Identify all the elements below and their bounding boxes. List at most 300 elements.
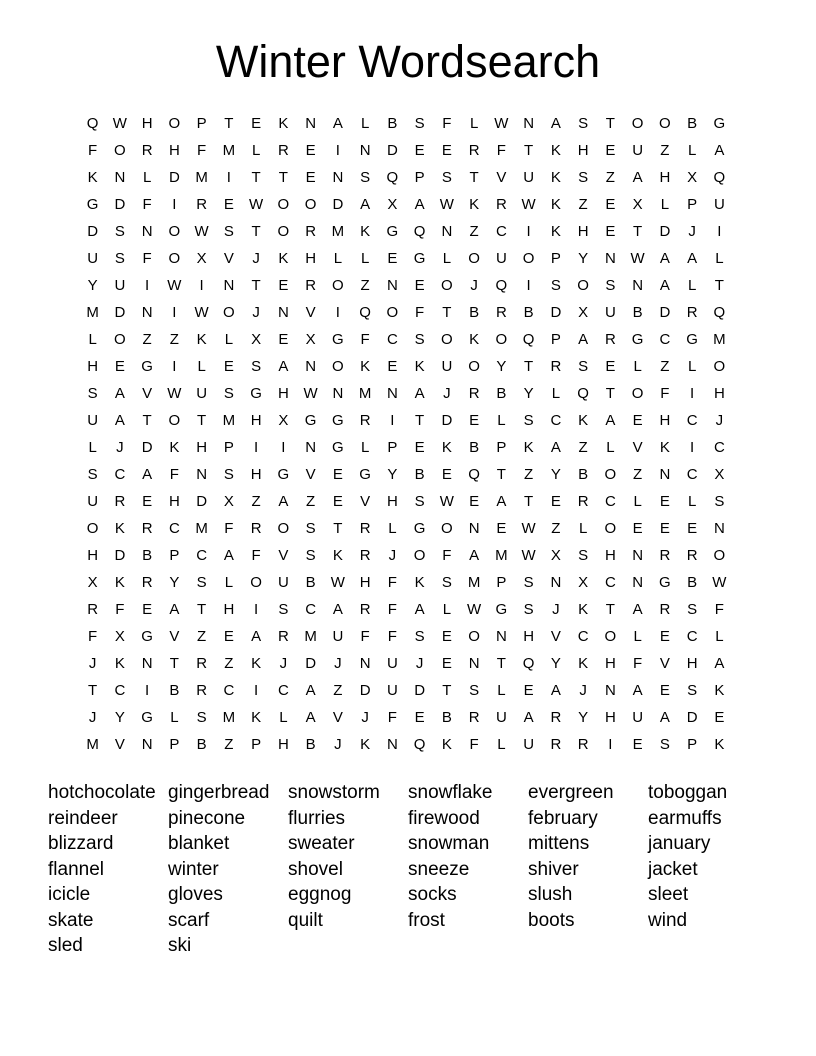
grid-cell: B bbox=[496, 385, 507, 402]
grid-cell: L bbox=[551, 385, 561, 402]
grid-cell: A bbox=[414, 601, 425, 618]
grid-cell: Z bbox=[333, 682, 343, 699]
word-item: gloves bbox=[168, 884, 223, 905]
grid-cell: W bbox=[194, 223, 209, 240]
grid-cell: I bbox=[281, 439, 286, 456]
grid-cell: K bbox=[578, 601, 589, 618]
grid-cell: P bbox=[169, 547, 180, 564]
grid-cell: U bbox=[87, 412, 99, 429]
grid-cell: J bbox=[252, 304, 260, 321]
grid-cell: R bbox=[495, 304, 507, 321]
grid-cell: T bbox=[251, 277, 261, 294]
grid-cell: S bbox=[523, 574, 534, 591]
grid-cell: I bbox=[717, 223, 722, 240]
grid-cell: T bbox=[197, 601, 207, 618]
grid-cell: R bbox=[141, 142, 153, 159]
grid-cell: S bbox=[523, 412, 534, 429]
grid-cell: K bbox=[360, 736, 371, 753]
grid-cell: O bbox=[304, 196, 317, 213]
grid-cell: G bbox=[631, 331, 644, 348]
grid-cell: C bbox=[277, 682, 289, 699]
grid-cell: K bbox=[550, 196, 561, 213]
grid-cell: F bbox=[169, 466, 179, 483]
grid-row bbox=[79, 164, 735, 191]
grid-cell: Z bbox=[197, 628, 207, 645]
grid-cell: L bbox=[224, 331, 234, 348]
grid-cell: N bbox=[713, 520, 725, 537]
grid-cell: W bbox=[112, 115, 127, 132]
grid-cell: U bbox=[441, 358, 453, 375]
grid-cell: A bbox=[305, 682, 316, 699]
grid-cell: J bbox=[415, 655, 424, 672]
word-list-column bbox=[648, 780, 768, 959]
grid-cell: E bbox=[659, 493, 670, 510]
grid-cell: F bbox=[360, 628, 370, 645]
word-item: reindeer bbox=[48, 807, 118, 829]
grid-cell: Q bbox=[359, 304, 371, 321]
grid-row bbox=[79, 380, 735, 407]
grid-cell: Q bbox=[713, 169, 726, 186]
grid-cell: D bbox=[659, 223, 671, 240]
grid-cell: C bbox=[114, 466, 126, 483]
grid-cell: R bbox=[359, 601, 371, 618]
grid-cell: K bbox=[523, 439, 534, 456]
grid-cell: D bbox=[87, 223, 99, 240]
word-item: february bbox=[528, 807, 598, 829]
word-item: icicle bbox=[48, 884, 91, 905]
grid-cell: Q bbox=[522, 655, 535, 672]
grid-cell: L bbox=[578, 520, 588, 537]
grid-cell: I bbox=[690, 385, 695, 402]
grid-cell: S bbox=[687, 601, 698, 618]
grid-cell: N bbox=[223, 277, 235, 294]
grid-cell: D bbox=[141, 439, 153, 456]
grid-cell: I bbox=[145, 682, 150, 699]
grid-cell: V bbox=[278, 547, 289, 564]
grid-cell: K bbox=[251, 655, 262, 672]
grid-cell: E bbox=[659, 628, 670, 645]
grid-cell: S bbox=[414, 493, 425, 510]
grid-cell: S bbox=[196, 709, 207, 726]
grid-cell: N bbox=[604, 250, 616, 267]
grid-cell: C bbox=[386, 331, 398, 348]
grid-cell: X bbox=[714, 466, 725, 483]
grid-cell: U bbox=[386, 655, 398, 672]
grid-cell: H bbox=[686, 655, 698, 672]
grid-cell: M bbox=[86, 304, 99, 321]
grid-cell: H bbox=[277, 385, 289, 402]
grid-cell: D bbox=[305, 655, 317, 672]
grid-cell: F bbox=[469, 736, 479, 753]
word-item: quilt bbox=[288, 909, 323, 931]
grid-cell: Z bbox=[633, 466, 643, 483]
grid-cell: H bbox=[168, 493, 180, 510]
grid-cell: U bbox=[386, 682, 398, 699]
grid-cell: V bbox=[142, 385, 153, 402]
grid-cell: O bbox=[168, 223, 181, 240]
grid-cell: G bbox=[304, 412, 317, 429]
grid-row bbox=[79, 677, 735, 704]
grid-cell: H bbox=[87, 547, 99, 564]
grid-cell: O bbox=[468, 358, 480, 375]
grid-cell: T bbox=[224, 115, 234, 132]
grid-cell: E bbox=[632, 736, 643, 753]
grid-cell: V bbox=[114, 736, 125, 753]
grid-cell: P bbox=[387, 439, 398, 456]
word-item: slush bbox=[528, 884, 573, 905]
grid-cell: W bbox=[330, 574, 345, 591]
grid-cell: K bbox=[441, 736, 452, 753]
grid-cell: E bbox=[605, 142, 616, 159]
grid-cell: E bbox=[332, 493, 343, 510]
grid-cell: Y bbox=[550, 655, 561, 672]
grid-cell: L bbox=[633, 628, 642, 645]
grid-cell: O bbox=[277, 196, 290, 213]
grid-cell: R bbox=[359, 547, 371, 564]
grid-cell: O bbox=[495, 331, 508, 348]
grid-cell: R bbox=[196, 196, 208, 213]
grid-cell: S bbox=[114, 223, 125, 240]
grid-cell: Q bbox=[495, 277, 508, 294]
grid-cell: S bbox=[360, 169, 371, 186]
word-item: toboggan bbox=[648, 782, 728, 803]
grid-cell: S bbox=[87, 385, 98, 402]
grid-cell: W bbox=[630, 250, 645, 267]
grid-cell: U bbox=[495, 709, 507, 726]
grid-cell: N bbox=[141, 736, 153, 753]
grid-cell: E bbox=[414, 439, 425, 456]
grid-cell: H bbox=[305, 250, 317, 267]
grid-cell: L bbox=[633, 358, 642, 375]
grid-cell: E bbox=[441, 142, 452, 159]
grid-cell: C bbox=[604, 574, 616, 591]
grid-cell: A bbox=[714, 142, 725, 159]
grid-cell: N bbox=[468, 520, 480, 537]
grid-row bbox=[79, 461, 735, 488]
grid-cell: W bbox=[521, 196, 536, 213]
grid-cell: R bbox=[250, 520, 262, 537]
grid-cell: W bbox=[712, 574, 727, 591]
word-item: mittens bbox=[528, 833, 590, 854]
grid-cell: V bbox=[360, 493, 371, 510]
grid-cell: Y bbox=[496, 358, 507, 375]
grid-row bbox=[79, 407, 735, 434]
grid-cell: A bbox=[659, 250, 670, 267]
grid-cell: T bbox=[415, 412, 425, 429]
grid-cell: F bbox=[88, 142, 98, 159]
word-item: blanket bbox=[168, 833, 230, 854]
grid-cell: R bbox=[550, 709, 562, 726]
grid-cell: G bbox=[141, 628, 153, 645]
grid-cell: N bbox=[305, 439, 317, 456]
grid-cell: E bbox=[278, 277, 289, 294]
grid-cell: D bbox=[414, 682, 426, 699]
grid-cell: H bbox=[577, 142, 589, 159]
grid-row bbox=[79, 650, 735, 677]
grid-cell: I bbox=[254, 682, 259, 699]
grid-cell: C bbox=[223, 682, 235, 699]
grid-cell: Z bbox=[169, 331, 179, 348]
grid-cell: F bbox=[387, 574, 397, 591]
grid-cell: L bbox=[251, 142, 261, 159]
grid-cell: J bbox=[361, 709, 369, 726]
grid-cell: T bbox=[442, 682, 452, 699]
grid-cell: O bbox=[441, 277, 453, 294]
grid-cell: Z bbox=[360, 277, 370, 294]
grid-cell: L bbox=[442, 601, 452, 618]
grid-cell: O bbox=[659, 115, 671, 132]
grid-cell: P bbox=[550, 250, 561, 267]
grid-cell: M bbox=[713, 331, 726, 348]
grid-cell: J bbox=[688, 223, 696, 240]
grid-cell: Y bbox=[169, 574, 180, 591]
grid-cell: T bbox=[251, 223, 261, 240]
grid-cell: C bbox=[550, 412, 562, 429]
word-list-column bbox=[528, 780, 648, 959]
grid-cell: C bbox=[495, 223, 507, 240]
grid-cell: N bbox=[277, 304, 289, 321]
grid-cell: I bbox=[226, 169, 231, 186]
grid-cell: A bbox=[414, 385, 425, 402]
grid-cell: I bbox=[199, 277, 204, 294]
word-item: sled bbox=[48, 935, 83, 956]
grid-cell: V bbox=[223, 250, 234, 267]
grid-cell: T bbox=[524, 493, 534, 510]
word-item: pinecone bbox=[168, 807, 246, 829]
grid-cell: G bbox=[359, 466, 371, 483]
grid-cell: V bbox=[659, 655, 670, 672]
word-item: wind bbox=[648, 909, 688, 931]
grid-row bbox=[79, 353, 735, 380]
grid-cell: A bbox=[469, 547, 480, 564]
grid-cell: P bbox=[223, 439, 234, 456]
grid-cell: K bbox=[332, 547, 343, 564]
grid-cell: K bbox=[550, 169, 561, 186]
word-list-column bbox=[408, 780, 528, 959]
grid-cell: Z bbox=[224, 736, 234, 753]
grid-cell: S bbox=[251, 358, 262, 375]
grid-cell: K bbox=[114, 655, 125, 672]
grid-cell: A bbox=[169, 601, 180, 618]
grid-cell: Q bbox=[577, 385, 589, 402]
grid-cell: T bbox=[142, 412, 152, 429]
grid-cell: L bbox=[88, 331, 97, 348]
grid-cell: W bbox=[467, 601, 482, 618]
word-item: snowman bbox=[408, 833, 490, 854]
word-item: gingerbread bbox=[168, 782, 270, 803]
grid-cell: F bbox=[224, 520, 234, 537]
grid-cell: V bbox=[305, 466, 316, 483]
grid-row bbox=[79, 272, 735, 299]
grid-row bbox=[79, 569, 735, 596]
grid-cell: E bbox=[605, 223, 616, 240]
grid-cell: O bbox=[713, 358, 726, 375]
word-item: blizzard bbox=[48, 833, 114, 854]
grid-cell: G bbox=[686, 331, 698, 348]
grid-cell: W bbox=[439, 196, 454, 213]
grid-cell: T bbox=[278, 169, 288, 186]
grid-cell: V bbox=[169, 628, 180, 645]
grid-cell: V bbox=[632, 439, 643, 456]
grid-cell: H bbox=[359, 574, 371, 591]
word-item: boots bbox=[528, 909, 575, 931]
grid-cell: T bbox=[442, 304, 452, 321]
grid-cell: Q bbox=[413, 736, 426, 753]
grid-cell: B bbox=[469, 304, 480, 321]
grid-cell: F bbox=[142, 196, 152, 213]
grid-cell: L bbox=[715, 628, 724, 645]
grid-cell: N bbox=[332, 385, 344, 402]
grid-cell: X bbox=[578, 304, 589, 321]
grid-cell: B bbox=[687, 574, 698, 591]
grid-cell: S bbox=[414, 628, 425, 645]
grid-cell: J bbox=[470, 277, 478, 294]
grid-cell: O bbox=[631, 115, 644, 132]
grid-cell: S bbox=[578, 547, 589, 564]
grid-cell: O bbox=[168, 412, 181, 429]
grid-cell: K bbox=[169, 439, 180, 456]
grid-cell: L bbox=[142, 169, 152, 186]
grid-cell: K bbox=[469, 331, 480, 348]
grid-cell: R bbox=[196, 682, 208, 699]
grid-cell: Z bbox=[578, 196, 588, 213]
grid-cell: E bbox=[496, 520, 507, 537]
grid-cell: I bbox=[690, 439, 695, 456]
grid-cell: K bbox=[360, 223, 371, 240]
grid-cell: S bbox=[223, 385, 234, 402]
word-item: flurries bbox=[288, 807, 346, 829]
grid-cell: X bbox=[387, 196, 398, 213]
grid-cell: L bbox=[442, 250, 452, 267]
grid-cell: H bbox=[87, 358, 99, 375]
grid-cell: S bbox=[414, 331, 425, 348]
grid-cell: H bbox=[523, 628, 535, 645]
grid-cell: A bbox=[659, 709, 670, 726]
grid-cell: A bbox=[605, 412, 616, 429]
grid-cell: L bbox=[197, 358, 206, 375]
grid-cell: R bbox=[604, 331, 616, 348]
grid-cell: L bbox=[606, 439, 615, 456]
grid-cell: M bbox=[331, 223, 345, 240]
grid-cell: B bbox=[414, 466, 425, 483]
grid-cell: M bbox=[467, 574, 481, 591]
grid-cell: S bbox=[114, 250, 125, 267]
grid-cell: E bbox=[223, 358, 234, 375]
word-item: jacket bbox=[648, 858, 698, 880]
grid-cell: J bbox=[334, 655, 342, 672]
grid-cell: S bbox=[441, 169, 452, 186]
grid-cell: C bbox=[713, 439, 725, 456]
grid-row bbox=[79, 110, 735, 137]
grid-cell: L bbox=[388, 520, 397, 537]
grid-cell: A bbox=[550, 115, 561, 132]
grid-cell: E bbox=[687, 520, 698, 537]
grid-cell: U bbox=[495, 250, 507, 267]
grid-cell: O bbox=[114, 331, 126, 348]
grid-cell: N bbox=[632, 574, 644, 591]
grid-cell: O bbox=[277, 520, 290, 537]
grid-cell: D bbox=[441, 412, 453, 429]
grid-cell: S bbox=[523, 601, 534, 618]
grid-cell: O bbox=[713, 547, 726, 564]
grid-cell: E bbox=[605, 358, 616, 375]
grid-cell: M bbox=[86, 736, 99, 753]
grid-cell: A bbox=[714, 655, 725, 672]
grid-cell: F bbox=[387, 709, 397, 726]
grid-cell: N bbox=[632, 277, 644, 294]
word-item: sneeze bbox=[408, 858, 470, 880]
grid-cell: M bbox=[195, 520, 208, 537]
grid-row bbox=[79, 299, 735, 326]
grid-cell: R bbox=[468, 142, 480, 159]
grid-cell: S bbox=[223, 466, 234, 483]
grid-cell: Z bbox=[551, 520, 561, 537]
grid-cell: G bbox=[659, 574, 671, 591]
grid-cell: T bbox=[605, 385, 615, 402]
grid-row bbox=[79, 488, 735, 515]
grid-cell: A bbox=[332, 115, 343, 132]
grid-cell: H bbox=[386, 493, 398, 510]
grid-cell: Y bbox=[87, 277, 98, 294]
grid-cell: S bbox=[714, 493, 725, 510]
grid-row bbox=[79, 137, 735, 164]
grid-cell: L bbox=[88, 439, 97, 456]
grid-cell: W bbox=[194, 304, 209, 321]
grid-cell: D bbox=[196, 493, 208, 510]
grid-cell: N bbox=[523, 115, 535, 132]
grid-cell: T bbox=[197, 412, 207, 429]
grid-cell: Z bbox=[251, 493, 261, 510]
word-list bbox=[48, 780, 774, 959]
word-item: snowstorm bbox=[288, 782, 380, 803]
grid-cell: H bbox=[141, 115, 153, 132]
word-list-column bbox=[288, 780, 408, 959]
grid-cell: C bbox=[114, 682, 126, 699]
grid-cell: N bbox=[305, 115, 317, 132]
grid-cell: L bbox=[279, 709, 288, 726]
grid-cell: N bbox=[114, 169, 126, 186]
grid-cell: N bbox=[386, 277, 398, 294]
grid-cell: D bbox=[114, 196, 126, 213]
grid-cell: F bbox=[360, 331, 370, 348]
grid-cell: O bbox=[332, 277, 344, 294]
grid-cell: F bbox=[142, 250, 152, 267]
grid-cell: A bbox=[114, 412, 125, 429]
grid-row bbox=[79, 245, 735, 272]
grid-cell: Y bbox=[387, 466, 398, 483]
grid-cell: L bbox=[687, 142, 697, 159]
grid-cell: E bbox=[441, 628, 452, 645]
grid-row bbox=[79, 326, 735, 353]
grid-cell: K bbox=[414, 358, 425, 375]
grid-cell: K bbox=[278, 115, 289, 132]
grid-cell: B bbox=[305, 574, 316, 591]
word-item: firewood bbox=[408, 807, 480, 829]
grid-cell: S bbox=[578, 169, 589, 186]
grid-cell: P bbox=[687, 196, 698, 213]
grid-cell: E bbox=[223, 196, 234, 213]
grid-cell: N bbox=[441, 223, 453, 240]
grid-cell: I bbox=[335, 304, 340, 321]
grid-cell: Z bbox=[660, 142, 670, 159]
grid-cell: W bbox=[494, 115, 509, 132]
grid-cell: C bbox=[659, 331, 671, 348]
grid-cell: Z bbox=[142, 331, 152, 348]
grid-cell: L bbox=[497, 412, 506, 429]
grid-cell: T bbox=[469, 169, 479, 186]
grid-cell: N bbox=[141, 655, 153, 672]
grid-cell: R bbox=[468, 709, 480, 726]
